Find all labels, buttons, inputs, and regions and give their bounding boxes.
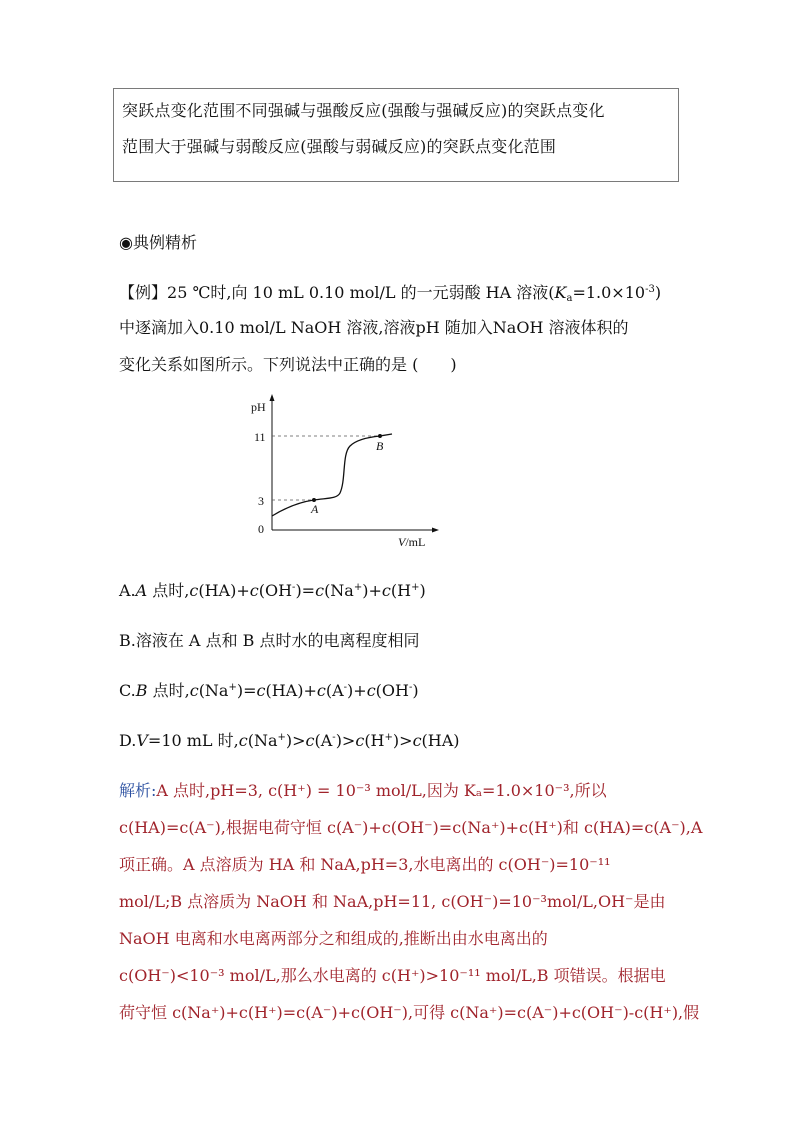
section-title: ◉典例精析 — [119, 233, 197, 252]
question-line-3: 变化关系如图所示。下列说法中正确的是 ( ) — [119, 355, 457, 374]
titration-curve — [272, 434, 392, 516]
analysis-line-6: c(OH⁻)<10⁻³ mol/L,那么水电离的 c(H⁺)>10⁻¹¹ mol/L,B 项错误。根据电 — [119, 966, 666, 985]
y-tick-11: 11 — [254, 430, 266, 444]
analysis-label: 解析: — [119, 781, 157, 800]
analysis-line-5: NaOH 电离和水电离两部分之和组成的,推断出由水电离出的 — [119, 929, 548, 948]
titration-chart — [240, 390, 450, 550]
question-line-1: 【例】25 ℃时,向 10 mL 0.10 mol/L 的一元弱酸 HA 溶液$(K_a=1.0\times 10^{-3})$ — [119, 283, 662, 304]
summary-line-1: 突跃点变化范围不同强碱与强酸反应(强酸与强碱反应)的突跃点变化 — [122, 101, 605, 120]
y-tick-0: 0 — [258, 522, 264, 536]
analysis-line-2: c(HA)=c(A⁻),根据电荷守恒 c(A⁻)+c(OH⁻)=c(Na⁺)+c(H⁺)和 c(HA)=c(A⁻),A — [119, 818, 703, 837]
summary-line-2: 范围大于强碱与弱酸反应(强酸与弱碱反应)的突跃点变化范围 — [122, 137, 557, 156]
analysis-line-4: mol/L;B 点溶质为 NaOH 和 NaA,pH=11, c(OH⁻)=10⁻³mol/L,OH⁻是由 — [119, 892, 666, 911]
analysis-line-1: 解析:A 点时,pH=3, c(H⁺) = 10⁻³ mol/L,因为 Kₐ=1.0×10⁻³,所以 — [119, 781, 607, 800]
analysis-line-7: 荷守恒 c(Na⁺)+c(H⁺)=c(A⁻)+c(OH⁻),可得 c(Na⁺)=c(A⁻)+c(OH⁻)-c(H⁺),假 — [119, 1003, 700, 1022]
question-label: 【例】 — [119, 283, 168, 302]
point-a-label: A — [311, 502, 319, 516]
y-tick-3: 3 — [258, 494, 264, 508]
question-line-2: 中逐滴加入0.10 mol/L NaOH 溶液,溶液pH 随加入NaOH 溶液体积的 — [119, 318, 629, 337]
option-a: A.A 点时,c(HA)+c(OH-)=c(Na+)+c(H+) — [119, 581, 426, 600]
x-axis-label: V/mL — [398, 535, 426, 549]
x-axis-arrow — [432, 528, 439, 533]
analysis-line-3: 项正确。A 点溶质为 HA 和 NaA,pH=3,水电离出的 c(OH⁻)=10⁻¹¹ — [119, 855, 611, 874]
option-b: B.溶液在 A 点和 B 点时水的电离程度相同 — [119, 631, 420, 650]
summary-box — [113, 88, 679, 182]
option-d: D.V=10 mL 时,c(Na+)>c(A-)>c(H+)>c(HA) — [119, 731, 460, 750]
y-axis-arrow — [270, 394, 275, 401]
option-c: C.B 点时,c(Na+)=c(HA)+c(A-)+c(OH-) — [119, 681, 419, 700]
point-b-label: B — [376, 439, 384, 453]
y-axis-label: pH — [251, 400, 266, 414]
point-b-marker — [378, 434, 382, 438]
